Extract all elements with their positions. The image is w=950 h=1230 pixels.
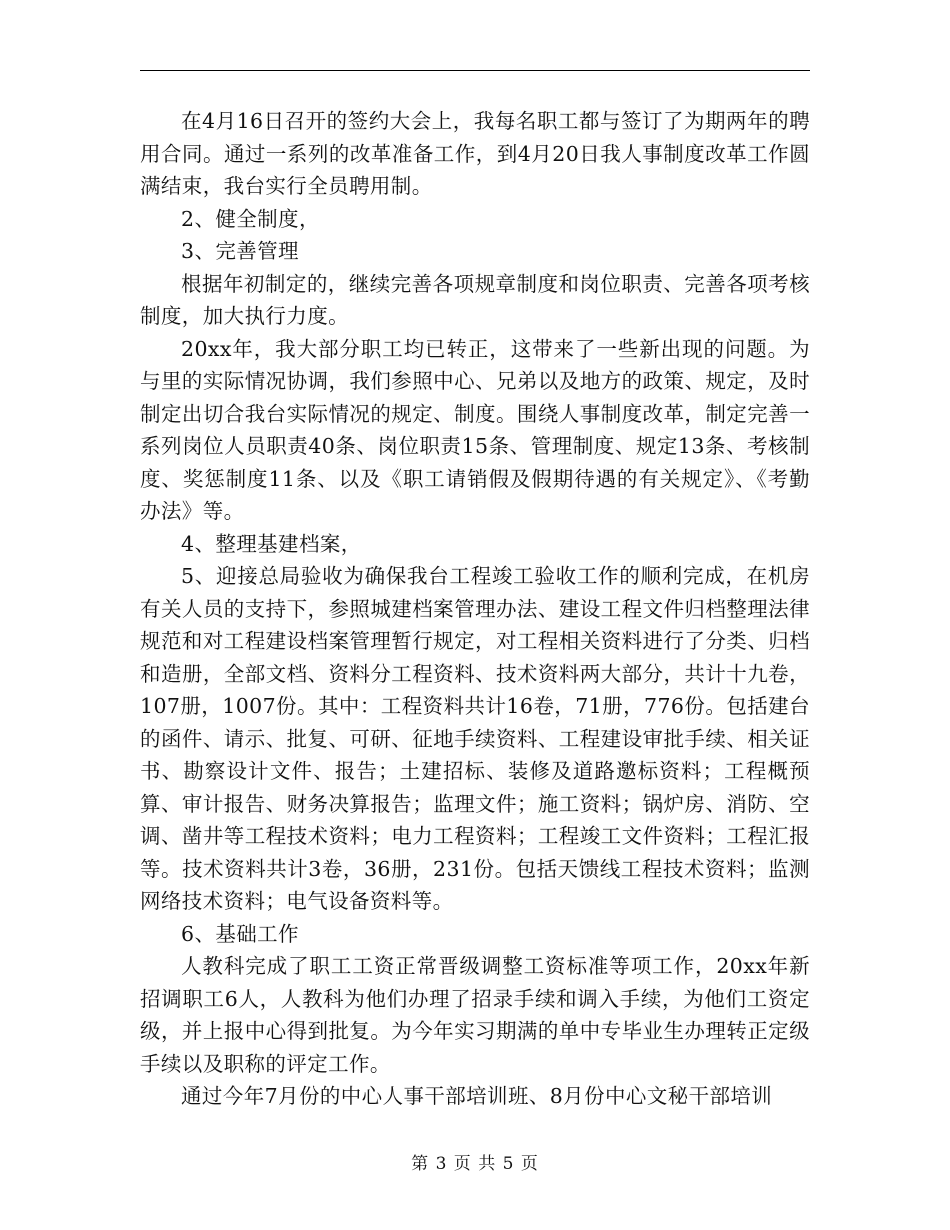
paragraph: 6、基础工作 <box>181 921 299 946</box>
paragraph: 通过今年7月份的中心人事干部培训班、8月份中心文秘干部培训 <box>181 1084 773 1108</box>
page-number: 第 3 页 共 5 页 <box>411 1154 539 1174</box>
paragraph: 在4月16日召开的签约大会上，我每名职工都与签订了为期两年的聘用合同。通过一系列的改革准备工作，到4月20日我人事制度改革工作圆满结束，我台实行全员聘用制。 <box>140 109 810 198</box>
paragraph: 根据年初制定的，继续完善各项规章制度和岗位职责、完善各项考核制度，加大执行力度。 <box>140 271 810 328</box>
paragraph: 人教科完成了职工工资正常晋级调整工资标准等项工作，20xx年新招调职工6人，人教科为他们办理了招录手续和调入手续，为他们工资定级，并上报中心得到批复。为今年实习期满的单中专毕业生办理转正定级手续以及职称的评定工作。 <box>140 954 810 1076</box>
paragraph: 5、迎接总局验收为确保我台工程竣工验收工作的顺利完成，在机房有关人员的支持下，参照城建档案管理办法、建设工程文件归档整理法律规范和对工程建设档案管理暂行规定，对工程相关资料进行了分类、归档和造册，全部文档、资料分工程资料、技术资料两大部分，共计十九卷，107册，1007份。其中：工程资料共计16卷，71册，776份。包括建台的函件、请示、批复、可研、征地手续资料、工程建设审批手续、相关证书、勘察设计文件、报告；土建招标、装修及道路邀标资料；工程概预算、审计报告、财务决算报告；监理文件；施工资料；锅炉房、消防、空调、凿井等工程技术资料；电力工程资料；工程竣工文件资料；工程汇报等。技术资料共计3卷，36册，231份。包括天馈线工程技术资料；监测网络技术资料；电气设备资料等。 <box>140 564 810 913</box>
header-rule <box>140 70 810 71</box>
paragraph: 20xx年，我大部分职工均已转正，这带来了一些新出现的问题。为与里的实际情况协调，我们参照中心、兄弟以及地方的政策、规定，及时制定出切合我台实际情况的规定、制度。围绕人事制度改革，制定完善一系列岗位人员职责40条、岗位职责15条、管理制度、规定13条、考核制度、奖惩制度11条、以及《职工请销假及假期待遇的有关规定》、《考勤办法》等。 <box>140 336 810 523</box>
paragraph: 4、整理基建档案， <box>181 531 362 556</box>
paragraph: 2、健全制度， <box>181 206 320 231</box>
paragraph: 3、完善管理 <box>181 239 299 263</box>
document-body <box>140 105 810 1113</box>
